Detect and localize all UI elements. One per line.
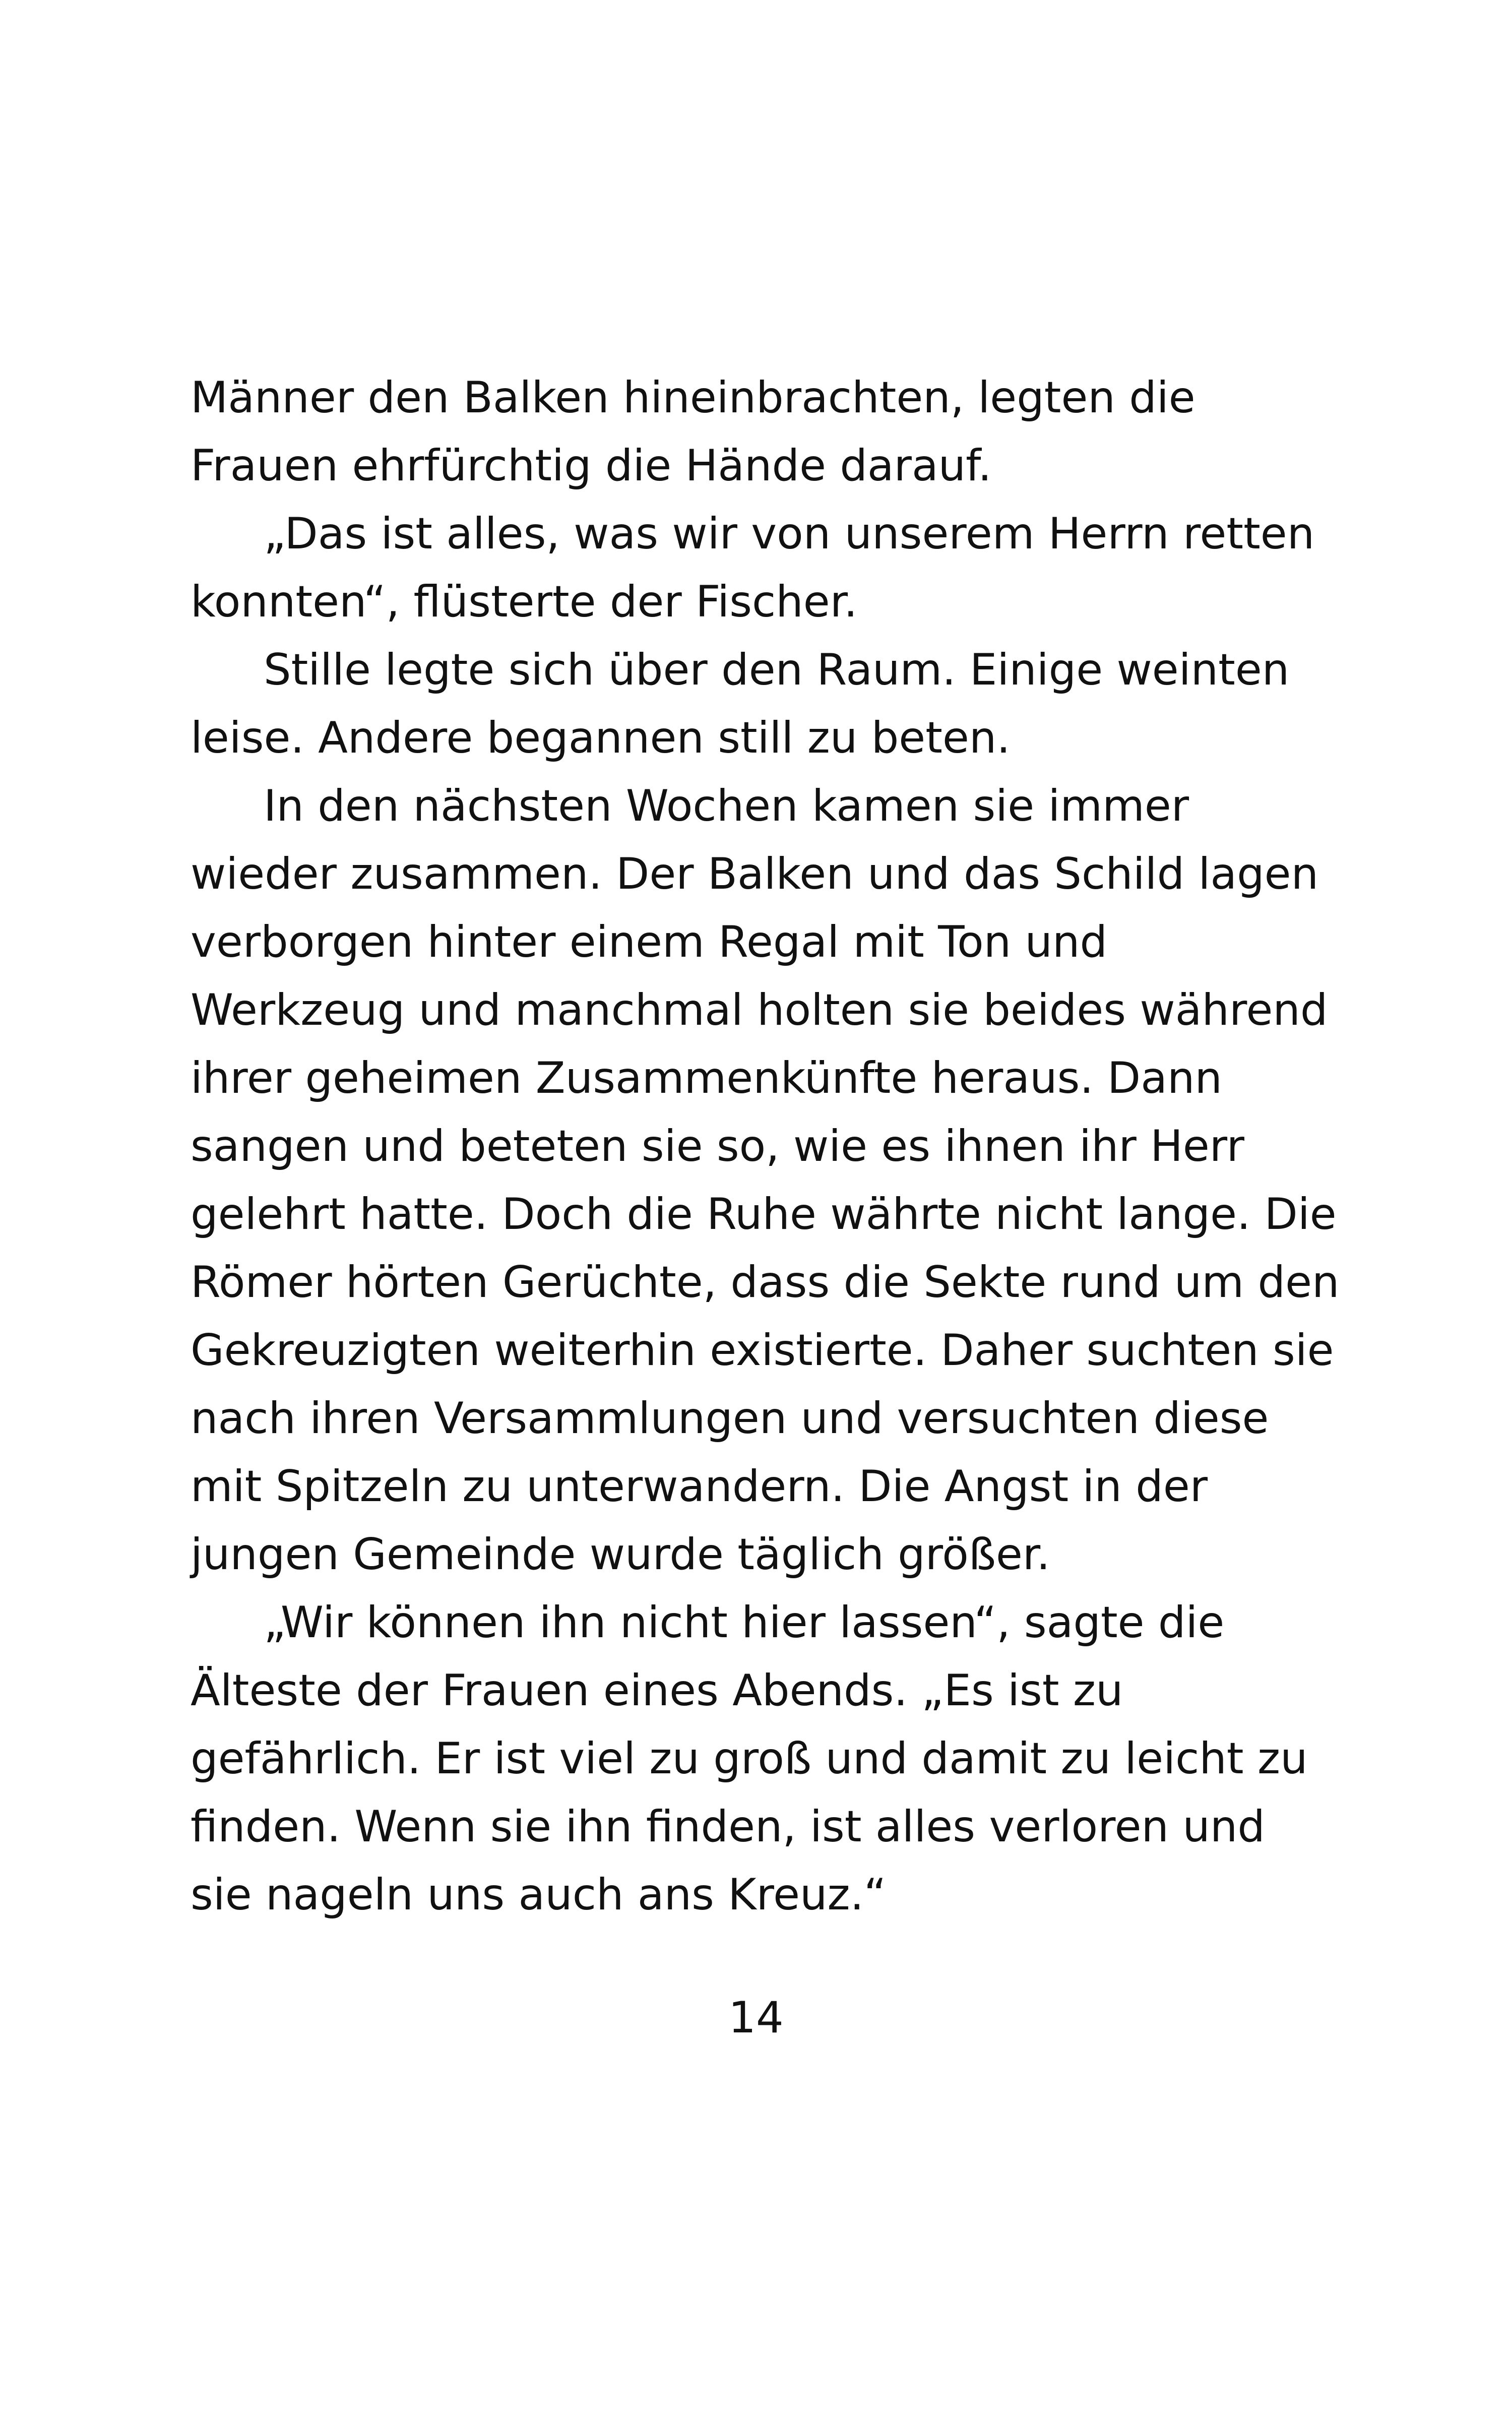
text-line: Gekreuzigten weiterhin existierte. Daher suchten sie (191, 1325, 1334, 1376)
text-line: ihrer geheimen Zusammenkünfte heraus. Dann (191, 1053, 1222, 1103)
text-line: verborgen hinter einem Regal mit Ton und (191, 917, 1108, 967)
text-line: konnten“, flüsterte der Fischer. (191, 577, 858, 627)
text-line: „Das ist alles, was wir von unserem Herrn retten (264, 509, 1315, 559)
text-line: gefährlich. Er ist viel zu groß und damit zu leicht zu (191, 1733, 1308, 1784)
text-line: sie nageln uns auch ans Kreuz.“ (191, 1870, 887, 1920)
text-line: „Wir können ihn nicht hier lassen“, sagte die (264, 1597, 1225, 1648)
text-line: sangen und beteten sie so, wie es ihnen ihr Herr (191, 1121, 1245, 1171)
text-line: leise. Andere begannen still zu beten. (191, 713, 1011, 763)
text-line: Älteste der Frauen eines Abends. „Es ist zu (191, 1665, 1123, 1716)
text-line: In den nächsten Wochen kamen sie immer (264, 781, 1189, 831)
text-line: jungen Gemeinde wurde täglich größer. (191, 1529, 1050, 1580)
text-line: gelehrt hatte. Doch die Ruhe währte nicht lange. Die (191, 1189, 1337, 1240)
text-line: nach ihren Versammlungen und versuchten diese (191, 1393, 1269, 1444)
text-line: wieder zusammen. Der Balken und das Schild lagen (191, 849, 1319, 899)
text-line: finden. Wenn sie ihn finden, ist alles verloren und (191, 1802, 1265, 1852)
body-text (191, 364, 1350, 1929)
text-line: Männer den Balken hineinbrachten, legten die (191, 373, 1195, 423)
text-line: Werkzeug und manchmal holten sie beides während (191, 985, 1328, 1035)
text-line: Frauen ehrfürchtig die Hände darauf. (191, 441, 992, 491)
page-number: 14 (728, 1993, 784, 2043)
text-line: Stille legte sich über den Raum. Einige weinten (264, 645, 1290, 695)
text-line: Römer hörten Gerüchte, dass die Sekte rund um den (191, 1257, 1340, 1308)
text-line: mit Spitzeln zu unterwandern. Die Angst in der (191, 1461, 1208, 1512)
